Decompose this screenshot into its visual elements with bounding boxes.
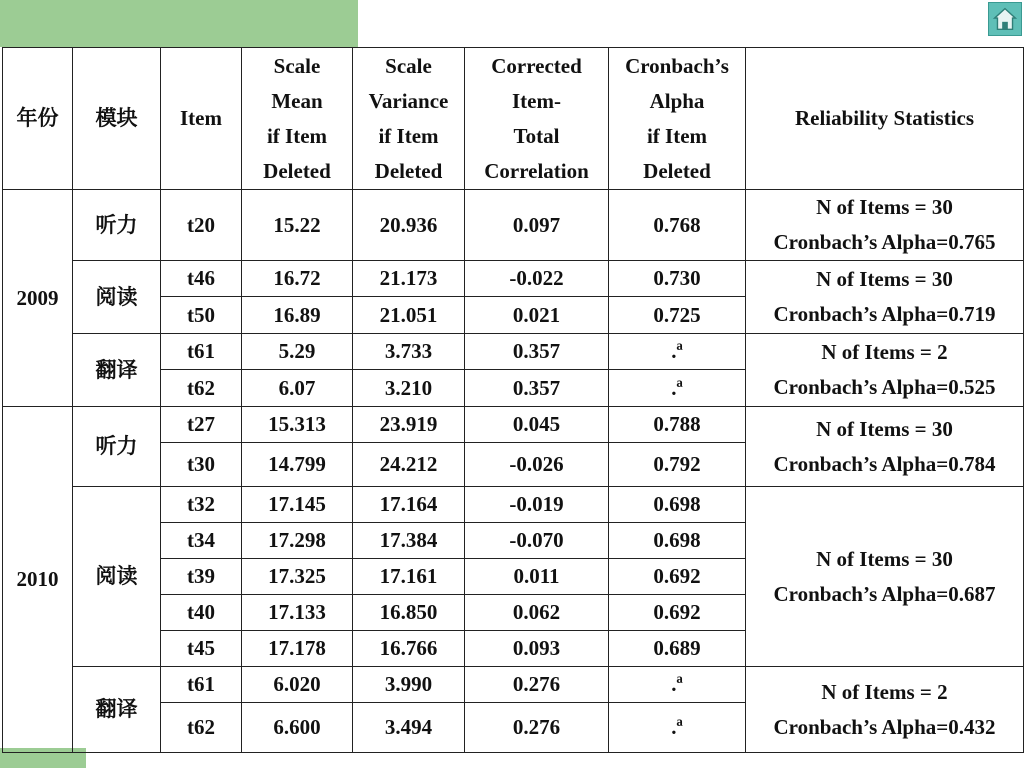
correlation-cell: 0.093 [465, 631, 609, 667]
reliability-alpha: Cronbach’s Alpha=0.687 [773, 581, 996, 606]
reliability-alpha: Cronbach’s Alpha=0.784 [773, 451, 996, 476]
item-cell: t46 [161, 261, 242, 297]
table-row [3, 261, 1024, 297]
header-line: if Item [378, 123, 439, 148]
alpha-cell: 0.730 [609, 261, 746, 297]
header-line: Total [513, 123, 560, 148]
mean-cell: 16.89 [242, 297, 353, 334]
alpha-cell: .ª [609, 703, 746, 753]
correlation-cell: 0.276 [465, 667, 609, 703]
variance-cell: 17.164 [353, 487, 465, 523]
alpha-cell: 0.698 [609, 523, 746, 559]
header-line: Scale [273, 53, 321, 78]
item-cell: t50 [161, 297, 242, 334]
item-cell: t45 [161, 631, 242, 667]
item-cell: t20 [161, 190, 242, 261]
reliability-cell [746, 667, 1024, 753]
mean-cell: 5.29 [242, 334, 353, 370]
header-corrected-correlation [465, 48, 609, 190]
header-line: Alpha [649, 88, 705, 113]
mean-cell: 17.145 [242, 487, 353, 523]
header-scale-variance [353, 48, 465, 190]
variance-cell: 3.494 [353, 703, 465, 753]
mean-cell: 17.178 [242, 631, 353, 667]
alpha-cell: 0.698 [609, 487, 746, 523]
variance-cell: 3.210 [353, 370, 465, 407]
alpha-cell: 0.725 [609, 297, 746, 334]
reliability-n: N of Items = 30 [816, 546, 953, 571]
reliability-cell [746, 261, 1024, 334]
header-line: Deleted [263, 158, 331, 183]
reliability-table [2, 47, 1024, 753]
header-line: Variance [368, 88, 449, 113]
correlation-cell: -0.019 [465, 487, 609, 523]
variance-cell: 21.173 [353, 261, 465, 297]
header-line: Item- [512, 88, 561, 113]
reliability-alpha: Cronbach’s Alpha=0.525 [773, 375, 996, 399]
table-row [3, 667, 1024, 703]
item-cell: t30 [161, 443, 242, 487]
correlation-cell: -0.026 [465, 443, 609, 487]
header-alpha-if-deleted [609, 48, 746, 190]
home-icon [989, 3, 1021, 35]
reliability-cell [746, 487, 1024, 667]
alpha-cell: .ª [609, 370, 746, 407]
module-cell-reading: 阅读 [73, 487, 161, 667]
module-cell-listening: 听力 [73, 190, 161, 261]
mean-cell: 14.799 [242, 443, 353, 487]
reliability-cell [746, 190, 1024, 261]
variance-cell: 24.212 [353, 443, 465, 487]
table-row [3, 407, 1024, 443]
header-reliability: Reliability Statistics [746, 48, 1024, 190]
header-year: 年份 [3, 48, 73, 190]
reliability-alpha: Cronbach’s Alpha=0.765 [773, 230, 996, 254]
year-cell-2010: 2010 [3, 407, 73, 753]
mean-cell: 6.020 [242, 667, 353, 703]
header-line: Deleted [374, 158, 443, 183]
mean-cell: 17.325 [242, 559, 353, 595]
header-row [3, 48, 1024, 190]
header-scale-mean [242, 48, 353, 190]
correlation-cell: 0.062 [465, 595, 609, 631]
mean-cell: 15.313 [242, 407, 353, 443]
mean-cell: 6.600 [242, 703, 353, 753]
correlation-cell: -0.070 [465, 523, 609, 559]
module-cell-listening: 听力 [73, 407, 161, 487]
alpha-cell: 0.788 [609, 407, 746, 443]
reliability-alpha: Cronbach’s Alpha=0.719 [773, 302, 996, 326]
year-cell-2009: 2009 [3, 190, 73, 407]
item-cell: t62 [161, 370, 242, 407]
variance-cell: 17.161 [353, 559, 465, 595]
reliability-n: N of Items = 30 [816, 416, 953, 441]
variance-cell: 23.919 [353, 407, 465, 443]
correlation-cell: -0.022 [465, 261, 609, 297]
alpha-cell: 0.792 [609, 443, 746, 487]
mean-cell: 6.07 [242, 370, 353, 407]
variance-cell: 16.766 [353, 631, 465, 667]
header-line: if Item [266, 123, 328, 148]
variance-cell: 3.990 [353, 667, 465, 703]
variance-cell: 3.733 [353, 334, 465, 370]
reliability-n: N of Items = 30 [816, 195, 953, 219]
header-line: Corrected [491, 53, 582, 78]
item-cell: t61 [161, 667, 242, 703]
header-item: Item [161, 48, 242, 190]
alpha-cell: .ª [609, 667, 746, 703]
header-line: Cronbach’s [625, 53, 729, 78]
mean-cell: 15.22 [242, 190, 353, 261]
item-cell: t62 [161, 703, 242, 753]
alpha-cell: .ª [609, 334, 746, 370]
header-line: Deleted [643, 158, 711, 183]
home-button[interactable] [988, 2, 1022, 36]
alpha-cell: 0.692 [609, 595, 746, 631]
alpha-cell: 0.692 [609, 559, 746, 595]
module-cell-translation: 翻译 [73, 667, 161, 753]
variance-cell: 20.936 [353, 190, 465, 261]
correlation-cell: 0.021 [465, 297, 609, 334]
reliability-n: N of Items = 2 [821, 340, 948, 364]
table-row [3, 190, 1024, 261]
alpha-cell: 0.689 [609, 631, 746, 667]
header-line: Correlation [484, 158, 589, 183]
item-cell: t34 [161, 523, 242, 559]
item-cell: t32 [161, 487, 242, 523]
correlation-cell: 0.357 [465, 370, 609, 407]
alpha-cell: 0.768 [609, 190, 746, 261]
correlation-cell: 0.357 [465, 334, 609, 370]
correlation-cell: 0.011 [465, 559, 609, 595]
header-line: Mean [271, 88, 323, 113]
table-row [3, 334, 1024, 370]
table-row [3, 487, 1024, 523]
variance-cell: 21.051 [353, 297, 465, 334]
module-cell-translation: 翻译 [73, 334, 161, 407]
module-cell-reading: 阅读 [73, 261, 161, 334]
item-cell: t40 [161, 595, 242, 631]
reliability-cell [746, 334, 1024, 407]
correlation-cell: 0.097 [465, 190, 609, 261]
mean-cell: 16.72 [242, 261, 353, 297]
top-decor-band [0, 0, 358, 47]
correlation-cell: 0.045 [465, 407, 609, 443]
header-module: 模块 [73, 48, 161, 190]
reliability-cell [746, 407, 1024, 487]
variance-cell: 16.850 [353, 595, 465, 631]
item-cell: t27 [161, 407, 242, 443]
header-line: if Item [646, 123, 708, 148]
correlation-cell: 0.276 [465, 703, 609, 753]
variance-cell: 17.384 [353, 523, 465, 559]
mean-cell: 17.133 [242, 595, 353, 631]
reliability-n: N of Items = 30 [816, 267, 953, 291]
mean-cell: 17.298 [242, 523, 353, 559]
item-cell: t39 [161, 559, 242, 595]
reliability-n: N of Items = 2 [821, 679, 948, 704]
reliability-alpha: Cronbach’s Alpha=0.432 [773, 714, 996, 739]
header-line: Scale [385, 53, 432, 78]
item-cell: t61 [161, 334, 242, 370]
